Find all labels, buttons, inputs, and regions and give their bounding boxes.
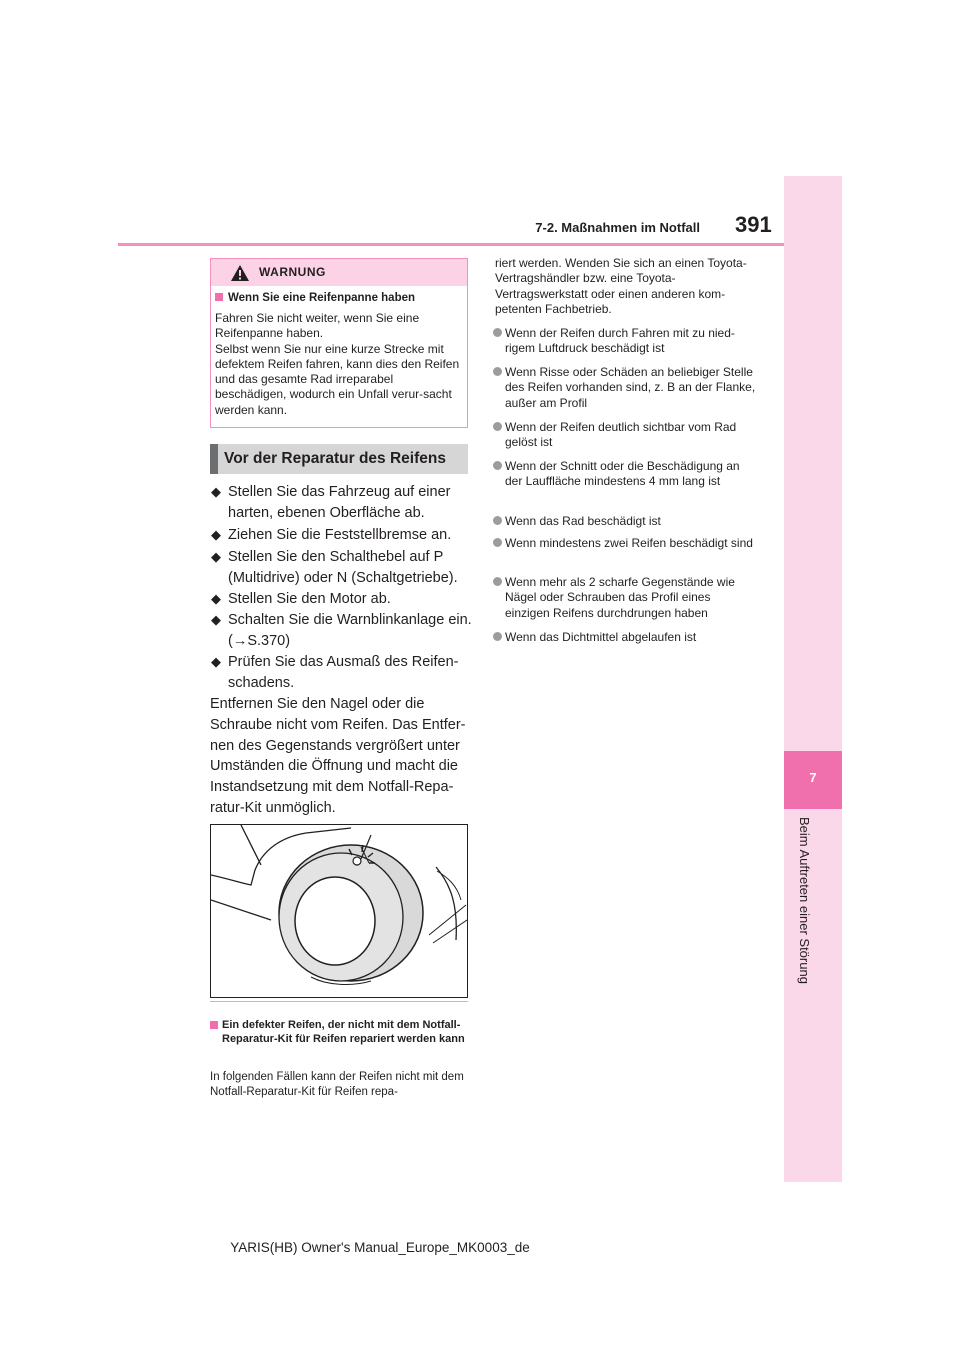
warning-title: WARNUNG — [259, 265, 326, 279]
step-item: ◆ Stellen Sie den Schalthebel auf P (Multidrive) oder N (Schaltgetriebe). — [211, 549, 458, 586]
list-item: Wenn der Reifen deutlich sichtbar vom Rad gelöst ist — [493, 420, 757, 451]
diamond-bullet-icon: ◆ — [211, 549, 221, 564]
list-item: Wenn der Schnitt oder die Beschädigung an der Lauffläche mindestens 4 mm lang ist — [493, 459, 757, 490]
subsection-text: In folgenden Fällen kann der Reifen nicht mit dem Notfall-Reparatur-Kit für Reifen repa- — [210, 1071, 464, 1098]
circle-bullet-icon — [493, 461, 502, 470]
step-item: ◆ Stellen Sie das Fahrzeug auf einer harten, ebenen Oberfläche ab. — [211, 484, 451, 521]
diamond-bullet-icon: ◆ — [211, 484, 221, 499]
list-item: Wenn der Reifen durch Fahren mit zu nied-rigem Luftdruck beschädigt ist — [493, 326, 757, 357]
warning-triangle-icon — [230, 264, 250, 287]
section-heading-text: Vor der Reparatur des Reifens — [224, 450, 446, 467]
circle-bullet-icon — [493, 367, 502, 376]
diamond-bullet-icon: ◆ — [211, 527, 221, 542]
header-rule — [118, 243, 784, 246]
list-item: Wenn mehr als 2 scharfe Gegenstände wie Nägel oder Schrauben das Profil eines einzigen Reifens durchdrungen haben — [493, 575, 757, 621]
list-item: Wenn das Rad beschädigt ist — [493, 514, 757, 529]
circle-bullet-icon — [493, 577, 502, 586]
step-item: ◆ Stellen Sie den Motor ab. — [210, 589, 472, 610]
section-heading-bar — [210, 444, 218, 474]
step-item: ◆ Ziehen Sie die Feststellbremse an. — [210, 525, 472, 546]
square-bullet-icon — [215, 293, 223, 301]
footer-manual-id: YARIS(HB) Owner's Manual_Europe_MK0003_de — [230, 1240, 530, 1255]
chapter-label: Beim Auftreten einer Störung — [797, 817, 812, 984]
step-item: ◆ Schalten Sie die Warnblinkanlage ein. (→S.370) — [211, 612, 472, 649]
circle-bullet-icon — [493, 328, 502, 337]
diamond-bullet-icon: ◆ — [211, 654, 221, 669]
instruction-paragraph: Entfernen Sie den Nagel oder die Schraube nicht vom Reifen. Das Entfer-nen des Gegenstands vergrößert unter Umständen die Öffnung und macht die Instandsetzung mit dem Notfall-Repa-ratur-Kit unmöglich. — [210, 696, 466, 816]
right-intro-text: riert werden. Wenden Sie sich an einen Toyota-Vertragshändler bzw. eine Toyota-Vertragswerkstatt oder einen anderen kom-petenten Fachbetrieb. — [495, 256, 747, 316]
circle-bullet-icon — [493, 516, 502, 525]
warning-text — [215, 311, 465, 418]
circle-bullet-icon — [493, 632, 502, 641]
page-number: 391 — [735, 212, 772, 237]
diamond-bullet-icon: ◆ — [211, 591, 221, 606]
chapter-number: 7 — [809, 770, 817, 785]
warning-text-line1: Fahren Sie nicht weiter, wenn Sie eine Reifenpanne haben. — [215, 311, 420, 341]
subsection-heading: Ein defekter Reifen, der nicht mit dem Notfall-Reparatur-Kit für Reifen repariert werden kann — [210, 1018, 470, 1046]
warning-text-line2: Selbst wenn Sie nur eine kurze Strecke mit defektem Reifen fahren, kann dies den Reifen und das gesamte Rad irreparabel beschädigen, wodurch ein Unfall verur-sacht werden kann. — [215, 341, 460, 417]
circle-bullet-icon — [493, 422, 502, 431]
warning-subheading: Wenn Sie eine Reifenpanne haben — [215, 292, 415, 304]
tire-illustration — [210, 824, 468, 998]
list-item: Wenn das Dichtmittel abgelaufen ist — [493, 630, 757, 645]
square-bullet-icon — [210, 1021, 218, 1029]
figure-divider — [210, 1001, 468, 1002]
list-item: Wenn Risse oder Schäden an beliebiger Stelle des Reifen vorhanden sind, z. B an der Flanke, außer am Profil — [493, 365, 757, 411]
circle-bullet-icon — [493, 538, 502, 547]
side-tab — [784, 176, 842, 1182]
list-item: Wenn mindestens zwei Reifen beschädigt sind — [493, 536, 757, 551]
section-title: 7-2. Maßnahmen im Notfall — [535, 220, 700, 235]
step-item: ◆ Prüfen Sie das Ausmaß des Reifen-schadens. — [211, 654, 459, 691]
diamond-bullet-icon: ◆ — [211, 612, 221, 627]
